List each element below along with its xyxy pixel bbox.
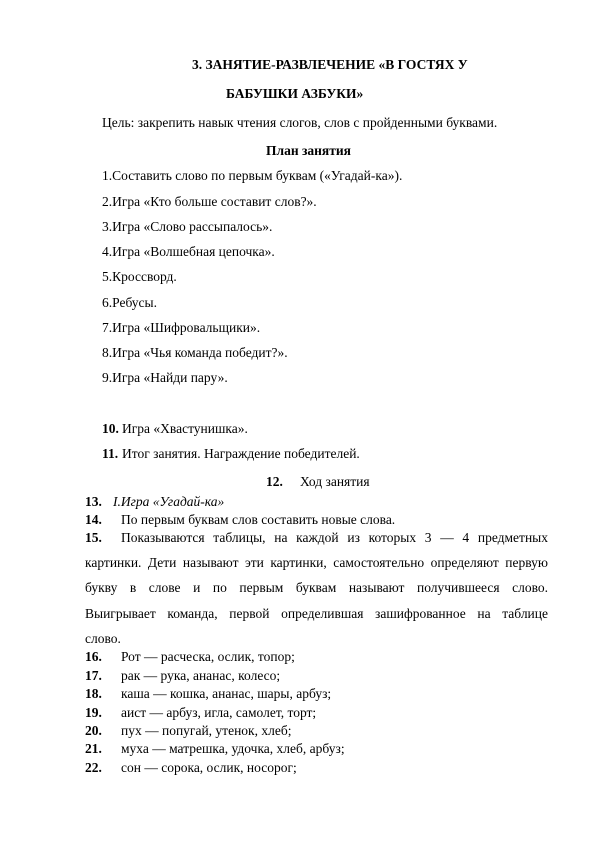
list-number: 17. — [85, 668, 102, 683]
course-heading: Ход занятия — [300, 474, 370, 489]
paragraph-line: слово. — [85, 631, 121, 646]
list-text: I.Игра «Угадай-ка» — [113, 494, 225, 509]
list-number: 13. — [85, 494, 102, 509]
list-number: 22. — [85, 760, 102, 775]
list-number: 19. — [85, 705, 102, 720]
list-text: сон — сорока, ослик, носорог; — [121, 760, 297, 775]
plan-item: 4.Игра «Волшебная цепочка». — [102, 244, 275, 259]
plan-item: Итог занятия. Награждение победителей. — [122, 446, 360, 461]
plan-item: 5.Кроссворд. — [102, 269, 177, 284]
list-text: аист — арбуз, игла, самолет, торт; — [121, 705, 317, 720]
list-text: рак — рука, ананас, колесо; — [121, 668, 281, 683]
course-number: 12. — [266, 474, 283, 489]
list-number: 15. — [85, 530, 102, 545]
plan-item-number: 10. — [102, 421, 119, 436]
plan-item: 9.Игра «Найди пару». — [102, 370, 228, 385]
list-text: пух — попугай, утенок, хлеб; — [121, 723, 292, 738]
title-line-2: БАБУШКИ АЗБУКИ» — [226, 86, 364, 101]
title-line-1: 3. ЗАНЯТИЕ-РАЗВЛЕЧЕНИЕ «В ГОСТЯХ У — [192, 57, 468, 72]
plan-item: 1.Составить слово по первым буквам («Угадай-ка»). — [102, 168, 403, 183]
list-number: 18. — [85, 686, 102, 701]
list-text: каша — кошка, ананас, шары, арбуз; — [121, 686, 332, 701]
list-number: 16. — [85, 649, 102, 664]
list-text: Рот — расческа, ослик, топор; — [121, 649, 295, 664]
list-text: По первым буквам слов составить новые слова. — [121, 512, 396, 527]
plan-item: 3.Игра «Слово рассыпалось». — [102, 219, 273, 234]
list-number: 21. — [85, 741, 102, 756]
plan-item: 8.Игра «Чья команда победит?». — [102, 345, 288, 360]
plan-item-number: 11. — [102, 446, 119, 461]
plan-item: Игра «Хвастунишка». — [122, 421, 248, 436]
list-text: Показываются таблицы, на каждой из которых 3 — 4 предметных — [121, 530, 548, 545]
paragraph-line: Выигрывает команда, первой определившая зашифрованное на таблице — [85, 606, 548, 621]
paragraph-line: картинки. Дети называют эти картинки, самостоятельно определяют первую — [85, 555, 548, 570]
plan-item: 2.Игра «Кто больше составит слов?». — [102, 194, 317, 209]
list-number: 14. — [85, 512, 102, 527]
paragraph-line: букву в слове и по первым буквам называют получившееся слово. — [85, 580, 548, 595]
plan-item: 7.Игра «Шифровальщики». — [102, 320, 261, 335]
plan-heading: План занятия — [266, 143, 351, 158]
plan-item: 6.Ребусы. — [102, 295, 157, 310]
list-number: 20. — [85, 723, 102, 738]
list-text: муха — матрешка, удочка, хлеб, арбуз; — [121, 741, 345, 756]
goal-text: Цель: закрепить навык чтения слогов, слов с пройденными буквами. — [102, 115, 498, 130]
